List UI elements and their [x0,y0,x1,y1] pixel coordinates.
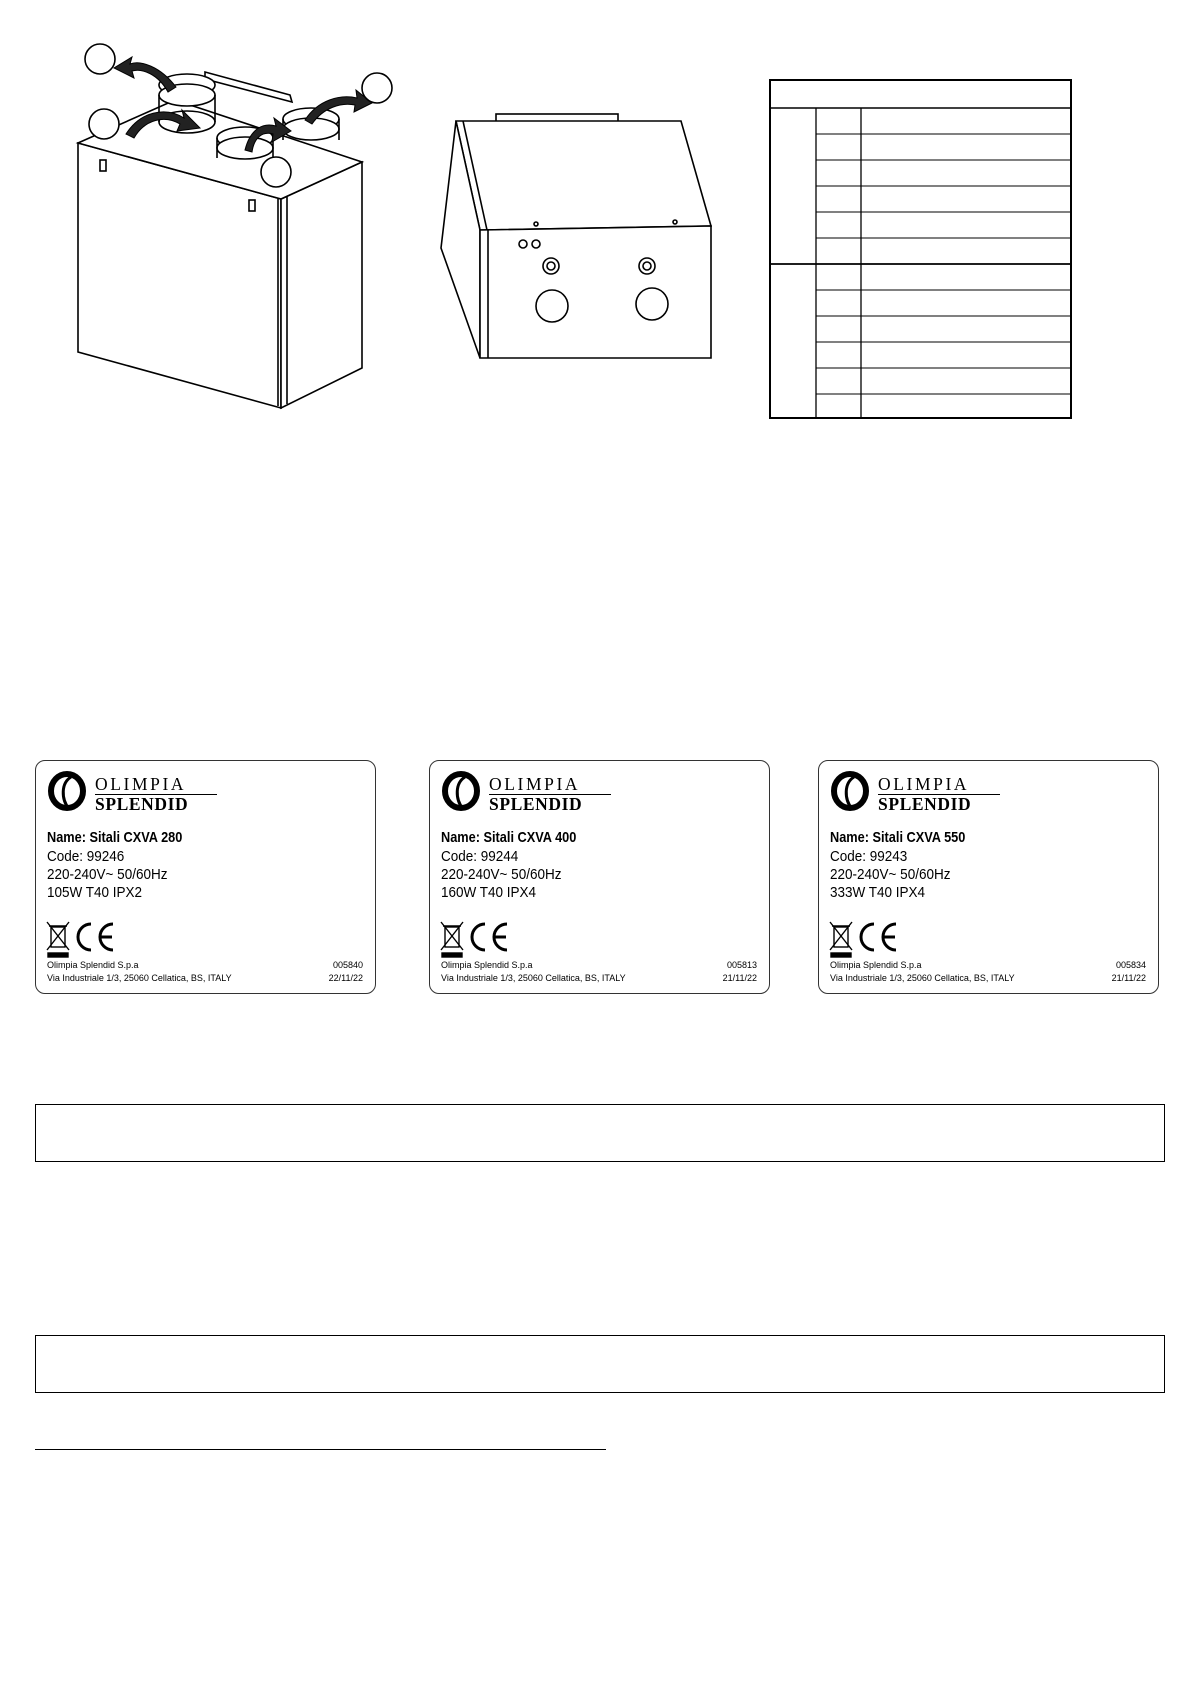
label-address: Via Industriale 1/3, 25060 Cellatica, BS, ITALY [47,973,232,983]
certification-marks [441,920,521,960]
ce-mark-icon [861,924,896,950]
brand-name-line2: SPLENDID [878,794,972,814]
brand-logo [441,769,611,813]
olimpia-splendid-logo-icon [47,771,91,813]
olimpia-splendid-logo-icon [441,771,485,813]
label-date: 21/11/22 [722,973,757,983]
brand-name-line1: OLIMPIA [878,774,970,794]
table-grid-lines [769,79,1072,419]
label-address: Via Industriale 1/3, 25060 Cellatica, BS, ITALY [441,973,626,983]
brand-name-line2: SPLENDID [489,794,583,814]
label-serial: 005840 [332,960,363,970]
label-company: Olimpia Splendid S.p.a [441,960,533,970]
footnote-rule [35,1449,606,1450]
brand-name-line1: OLIMPIA [489,774,581,794]
label-voltage: 220-240V~ 50/60Hz [441,866,562,883]
note-box-1 [35,1104,1165,1162]
label-serial: 005813 [726,960,757,970]
olimpia-splendid-logo-icon [830,771,874,813]
label-date: 21/11/22 [1111,973,1146,983]
certification-marks [830,920,910,960]
crossed-out-bin-icon [441,922,463,957]
brand-logo [830,769,1000,813]
note-box-2 [35,1335,1165,1393]
brand-name-line1: OLIMPIA [95,774,187,794]
label-voltage: 220-240V~ 50/60Hz [47,866,168,883]
product-label-550 [818,760,1159,994]
certification-marks [47,920,127,960]
brand-name-line2: SPLENDID [95,794,189,814]
label-code: Code: 99246 [47,848,125,865]
label-power: 333W T40 IPX4 [830,884,926,901]
label-code: Code: 99244 [441,848,519,865]
ce-mark-icon [78,924,113,950]
label-name: Name: Sitali CXVA 550 [830,829,966,846]
label-name: Name: Sitali CXVA 280 [47,829,183,846]
label-serial: 005834 [1115,960,1146,970]
brand-logo [47,769,217,813]
product-label-400 [429,760,770,994]
label-code: Code: 99243 [830,848,908,865]
product-label-280 [35,760,376,994]
label-voltage: 220-240V~ 50/60Hz [830,866,951,883]
label-company: Olimpia Splendid S.p.a [830,960,922,970]
label-address: Via Industriale 1/3, 25060 Cellatica, BS, ITALY [830,973,1015,983]
label-company: Olimpia Splendid S.p.a [47,960,139,970]
crossed-out-bin-icon [47,922,69,957]
label-power: 160W T40 IPX4 [441,884,537,901]
label-power: 105W T40 IPX2 [47,884,143,901]
parts-table [769,79,1072,419]
label-date: 22/11/22 [328,973,363,983]
label-name: Name: Sitali CXVA 400 [441,829,577,846]
crossed-out-bin-icon [830,922,852,957]
ce-mark-icon [472,924,507,950]
